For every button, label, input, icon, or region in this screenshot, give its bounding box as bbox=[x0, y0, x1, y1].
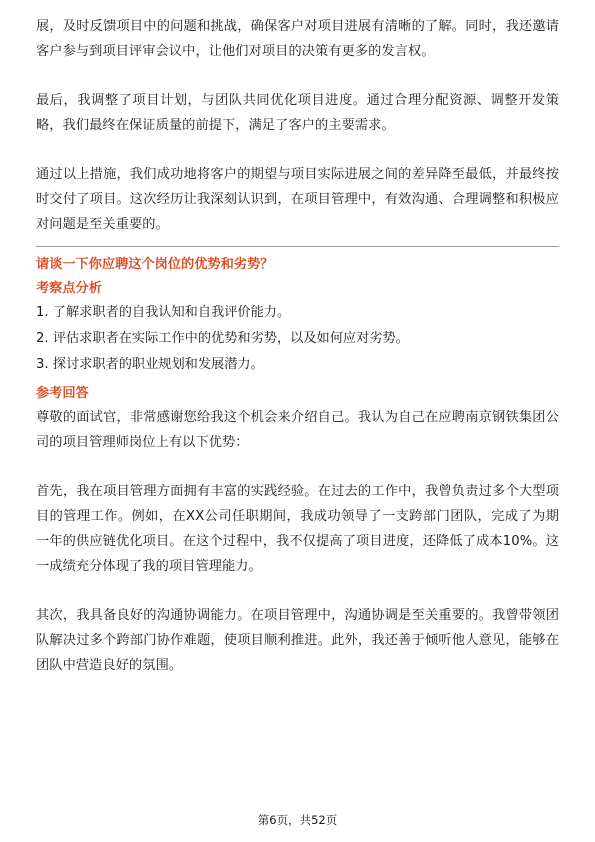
analysis-item: 3. 探讨求职者的职业规划和发展潜力。 bbox=[36, 357, 264, 372]
answer-heading: 参考回答 bbox=[36, 386, 89, 401]
paragraph-gap bbox=[36, 455, 559, 479]
analysis-item: 1. 了解求职者的自我认知和自我评价能力。 bbox=[36, 305, 291, 320]
page-number: 第6页，共52页 bbox=[257, 813, 338, 827]
analysis-heading: 考察点分析 bbox=[36, 281, 102, 296]
intro-paragraph: 最后，我调整了项目计划，与团队共同优化项目进度。通过合理分配资源、调整开发策略，我们最终在保证质量的前提下，满足了客户的主要需求。 bbox=[36, 93, 559, 133]
intro-paragraph: 通过以上措施，我们成功地将客户的期望与项目实际进展之间的差异降至最低，并最终按时交付了项目。这次经历让我深刻认识到，在项目管理中，有效沟通、合理调整和积极应对问题是至关重要的。 bbox=[36, 167, 559, 232]
analysis-item: 2. 评估求职者在实际工作中的优势和劣势，以及如何应对劣势。 bbox=[36, 331, 409, 346]
intro-paragraph: 展，及时反馈项目中的问题和挑战，确保客户对项目进展有清晰的了解。同时，我还邀请客户参与到项目评审会议中，让他们对项目的决策有更多的发言权。 bbox=[36, 19, 559, 59]
interview-question: 请谈一下你应聘这个岗位的优势和劣势？ bbox=[36, 257, 274, 272]
answer-paragraph: 尊敬的面试官，非常感谢您给我这个机会来介绍自己。我认为自己在应聘南京钢铁集团公司的项目管理师岗位上有以下优势： bbox=[36, 410, 559, 450]
document-page bbox=[36, 14, 559, 678]
answer-paragraph: 首先，我在项目管理方面拥有丰富的实践经验。在过去的工作中，我曾负责过多个大型项目的管理工作。例如，在XX公司任职期间，我成功领导了一支跨部门团队，完成了为期一年的供应链优化项目。在这个过程中，我不仅提高了项目进度，还降低了成本10%。这一成绩充分体现了我的项目管理能力。 bbox=[36, 484, 559, 574]
answer-paragraph: 其次，我具备良好的沟通协调能力。在项目管理中，沟通协调是至关重要的。我曾带领团队解决过多个跨部门协作难题，使项目顺利推进。此外，我还善于倾听他人意见，能够在团队中营造良好的氛围。 bbox=[36, 608, 559, 673]
section-divider bbox=[36, 246, 559, 247]
paragraph-gap bbox=[36, 579, 559, 603]
paragraph-gap bbox=[36, 138, 559, 162]
paragraph-gap bbox=[36, 64, 559, 88]
